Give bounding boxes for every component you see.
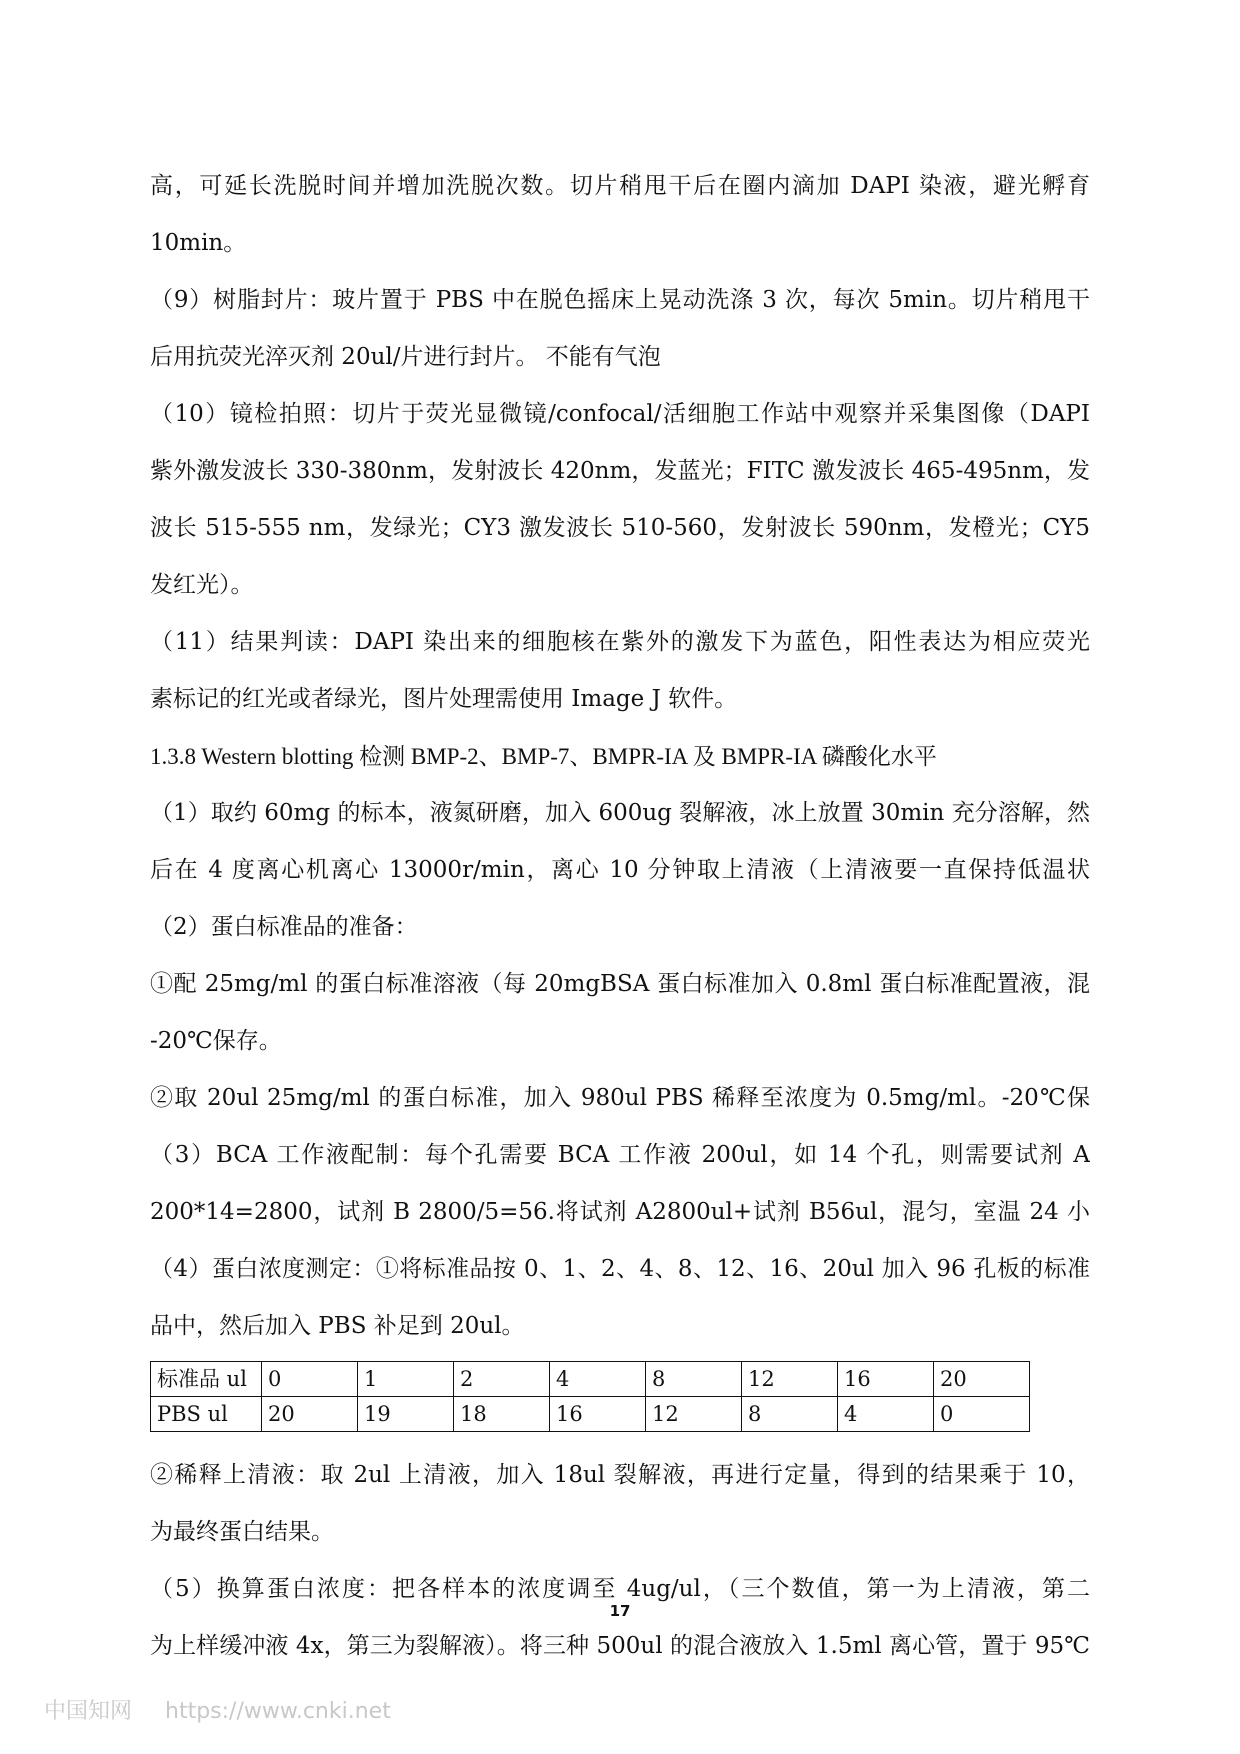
table-cell: 20 bbox=[262, 1397, 358, 1432]
text-line: （4）蛋白浓度测定：①将标准品按 0、1、2、4、8、12、16、20ul 加入 96 孔板的标准 bbox=[150, 1256, 1090, 1282]
document-body bbox=[150, 158, 1090, 1675]
text-line: （9）树脂封片：玻片置于 PBS 中在脱色摇床上晃动洗涤 3 次，每次 5min。切片稍甩干 bbox=[150, 287, 1090, 313]
table-row bbox=[151, 1362, 1030, 1397]
table-cell: 19 bbox=[358, 1397, 454, 1432]
table-row bbox=[151, 1397, 1030, 1432]
standard-table-wrapper bbox=[150, 1355, 1090, 1447]
text-line: 后用抗荧光淬灭剂 20ul/片进行封片。 不能有气泡 bbox=[150, 344, 661, 370]
text-line: 波长 515-555 nm，发绿光；CY3 激发波长 510-560，发射波长 590nm，发橙光；CY5 bbox=[150, 515, 1090, 541]
table-cell: 2 bbox=[454, 1362, 550, 1397]
text-line: （1）取约 60mg 的标本，液氮研磨，加入 600ug 裂解液，冰上放置 30min 充分溶解，然 bbox=[150, 800, 1090, 826]
text-line: ②取 20ul 25mg/ml 的蛋白标准，加入 980ul PBS 稀释至浓度为 0.5mg/ml。-20℃保 bbox=[150, 1085, 1090, 1111]
watermark-brand: 中国知网 bbox=[44, 1699, 133, 1724]
table-cell: 18 bbox=[454, 1397, 550, 1432]
text-line: （3）BCA 工作液配制：每个孔需要 BCA 工作液 200ul，如 14 个孔，则需要试剂 A bbox=[150, 1142, 1090, 1168]
watermark-url: https://www.cnki.net bbox=[165, 1699, 391, 1724]
table-cell: PBS ul bbox=[151, 1397, 262, 1432]
text-line: 200*14=2800，试剂 B 2800/5=56.将试剂 A2800ul+试剂 B56ul，混匀，室温 24 小 bbox=[150, 1199, 1090, 1225]
table-cell: 16 bbox=[550, 1397, 646, 1432]
table-cell: 12 bbox=[646, 1397, 742, 1432]
text-line: 素标记的红光或者绿光，图片处理需使用 Image J 软件。 bbox=[150, 686, 738, 712]
text-line: 高，可延长洗脱时间并增加洗脱次数。切片稍甩干后在圈内滴加 DAPI 染液，避光孵育 bbox=[150, 173, 1090, 199]
text-line: 10min。 bbox=[150, 230, 247, 256]
standard-volume-table bbox=[150, 1361, 1030, 1432]
text-line: 品中，然后加入 PBS 补足到 20ul。 bbox=[150, 1313, 525, 1339]
text-line: -20℃保存。 bbox=[150, 1028, 282, 1054]
text-line: （2）蛋白标准品的准备： bbox=[150, 914, 418, 940]
text-line: （5）换算蛋白浓度：把各样本的浓度调至 4ug/ul，（三个数值，第一为上清液，第二 bbox=[150, 1576, 1090, 1602]
table-cell: 标准品 ul bbox=[151, 1362, 262, 1397]
text-line: ①配 25mg/ml 的蛋白标准溶液（每 20mgBSA 蛋白标准加入 0.8ml 蛋白标准配置液，混 bbox=[150, 971, 1090, 997]
text-line: 发红光）。 bbox=[150, 572, 254, 598]
page-number: 17 bbox=[609, 1602, 631, 1620]
text-line: （11）结果判读：DAPI 染出来的细胞核在紫外的激发下为蓝色，阳性表达为相应荧光 bbox=[150, 629, 1090, 655]
table-cell: 0 bbox=[934, 1397, 1030, 1432]
text-line: 为上样缓冲液 4x，第三为裂解液）。将三种 500ul 的混合液放入 1.5ml 离心管，置于 95℃ bbox=[150, 1633, 1090, 1659]
table-cell: 1 bbox=[358, 1362, 454, 1397]
text-line: 后在 4 度离心机离心 13000r/min，离心 10 分钟取上清液（上清液要一直保持低温状 bbox=[150, 857, 1090, 883]
table-cell: 20 bbox=[934, 1362, 1030, 1397]
table-cell: 4 bbox=[550, 1362, 646, 1397]
table-cell: 4 bbox=[838, 1397, 934, 1432]
site-watermark bbox=[44, 1694, 417, 1725]
table-cell: 8 bbox=[646, 1362, 742, 1397]
text-line: 为最终蛋白结果。 bbox=[150, 1519, 334, 1545]
text-line: ②稀释上清液：取 2ul 上清液，加入 18ul 裂解液，再进行定量，得到的结果乘于 10， bbox=[150, 1462, 1090, 1488]
table-cell: 0 bbox=[262, 1362, 358, 1397]
text-line: 紫外激发波长 330-380nm，发射波长 420nm，发蓝光；FITC 激发波长 465-495nm，发 bbox=[150, 458, 1090, 484]
text-line: （10）镜检拍照：切片于荧光显微镜/confocal/活细胞工作站中观察并采集图像（DAPI bbox=[150, 401, 1090, 427]
table-cell: 8 bbox=[742, 1397, 838, 1432]
section-heading: 1.3.8 Western blotting 检测 BMP-2、BMP-7、BMPR-IA 及 BMPR-IA 磷酸化水平 bbox=[150, 744, 937, 769]
table-cell: 12 bbox=[742, 1362, 838, 1397]
table-cell: 16 bbox=[838, 1362, 934, 1397]
